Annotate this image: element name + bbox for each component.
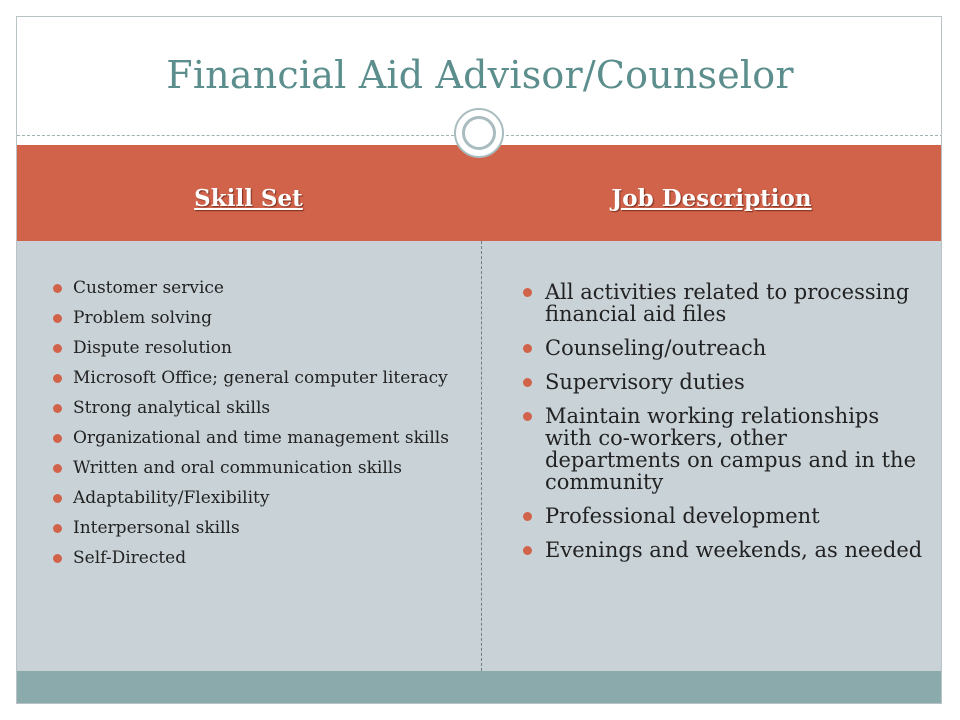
bullet-icon [53,374,62,383]
bullet-icon [523,412,532,421]
list-item [545,337,925,359]
list-item [545,505,925,527]
skill-set-list [73,279,458,579]
skill-set-header: Skill Set [194,185,303,212]
bullet-icon [53,284,62,293]
bullet-icon [523,378,532,387]
bullet-icon [53,434,62,443]
bullet-icon [53,344,62,353]
circle-ornament-icon [454,108,504,158]
list-item [73,549,458,567]
list-item [73,339,458,357]
list-item [545,405,925,493]
job-description-header: Job Description [611,185,812,212]
list-item [73,489,458,507]
skill-item-text: Dispute resolution [73,338,232,358]
skill-item-text: Adaptability/Flexibility [73,488,270,508]
job-item-text: Counseling/outreach [545,336,767,360]
bullet-icon [53,314,62,323]
list-item [73,309,458,327]
list-item [73,519,458,537]
bullet-icon [523,546,532,555]
slide [16,16,942,704]
job-item-text: Professional development [545,504,820,528]
bullet-icon [53,554,62,563]
job-item-text: Supervisory duties [545,370,745,394]
column-header-band [17,145,942,241]
list-item [73,459,458,477]
job-item-text: All activities related to processing financial aid files [545,280,910,326]
bullet-icon [523,512,532,521]
slide-title: Financial Aid Advisor/Counselor [166,53,794,97]
skill-item-text: Interpersonal skills [73,518,240,538]
job-item-text: Evenings and weekends, as needed [545,538,923,562]
skill-item-text: Organizational and time management skills [73,428,449,448]
skill-item-text: Written and oral communication skills [73,458,402,478]
skill-item-text: Problem solving [73,308,212,328]
column-divider [481,241,482,671]
content-area [17,241,942,671]
list-item [545,281,925,325]
footer-band [17,671,942,704]
bullet-icon [53,464,62,473]
bullet-icon [523,288,532,297]
bullet-icon [523,344,532,353]
bullet-icon [53,494,62,503]
skill-item-text: Customer service [73,278,224,298]
bullet-icon [53,524,62,533]
circle-ornament-inner [462,116,496,150]
skill-item-text: Microsoft Office; general computer literacy [73,368,448,388]
job-description-list [545,281,925,573]
list-item [545,539,925,561]
list-item [73,369,458,387]
list-item [73,399,458,417]
job-item-text: Maintain working relationships with co-workers, other departments on campus and in the community [545,404,916,494]
skill-item-text: Strong analytical skills [73,398,271,418]
list-item [545,371,925,393]
list-item [73,279,458,297]
skill-item-text: Self-Directed [73,548,187,568]
list-item [73,429,458,447]
bullet-icon [53,404,62,413]
